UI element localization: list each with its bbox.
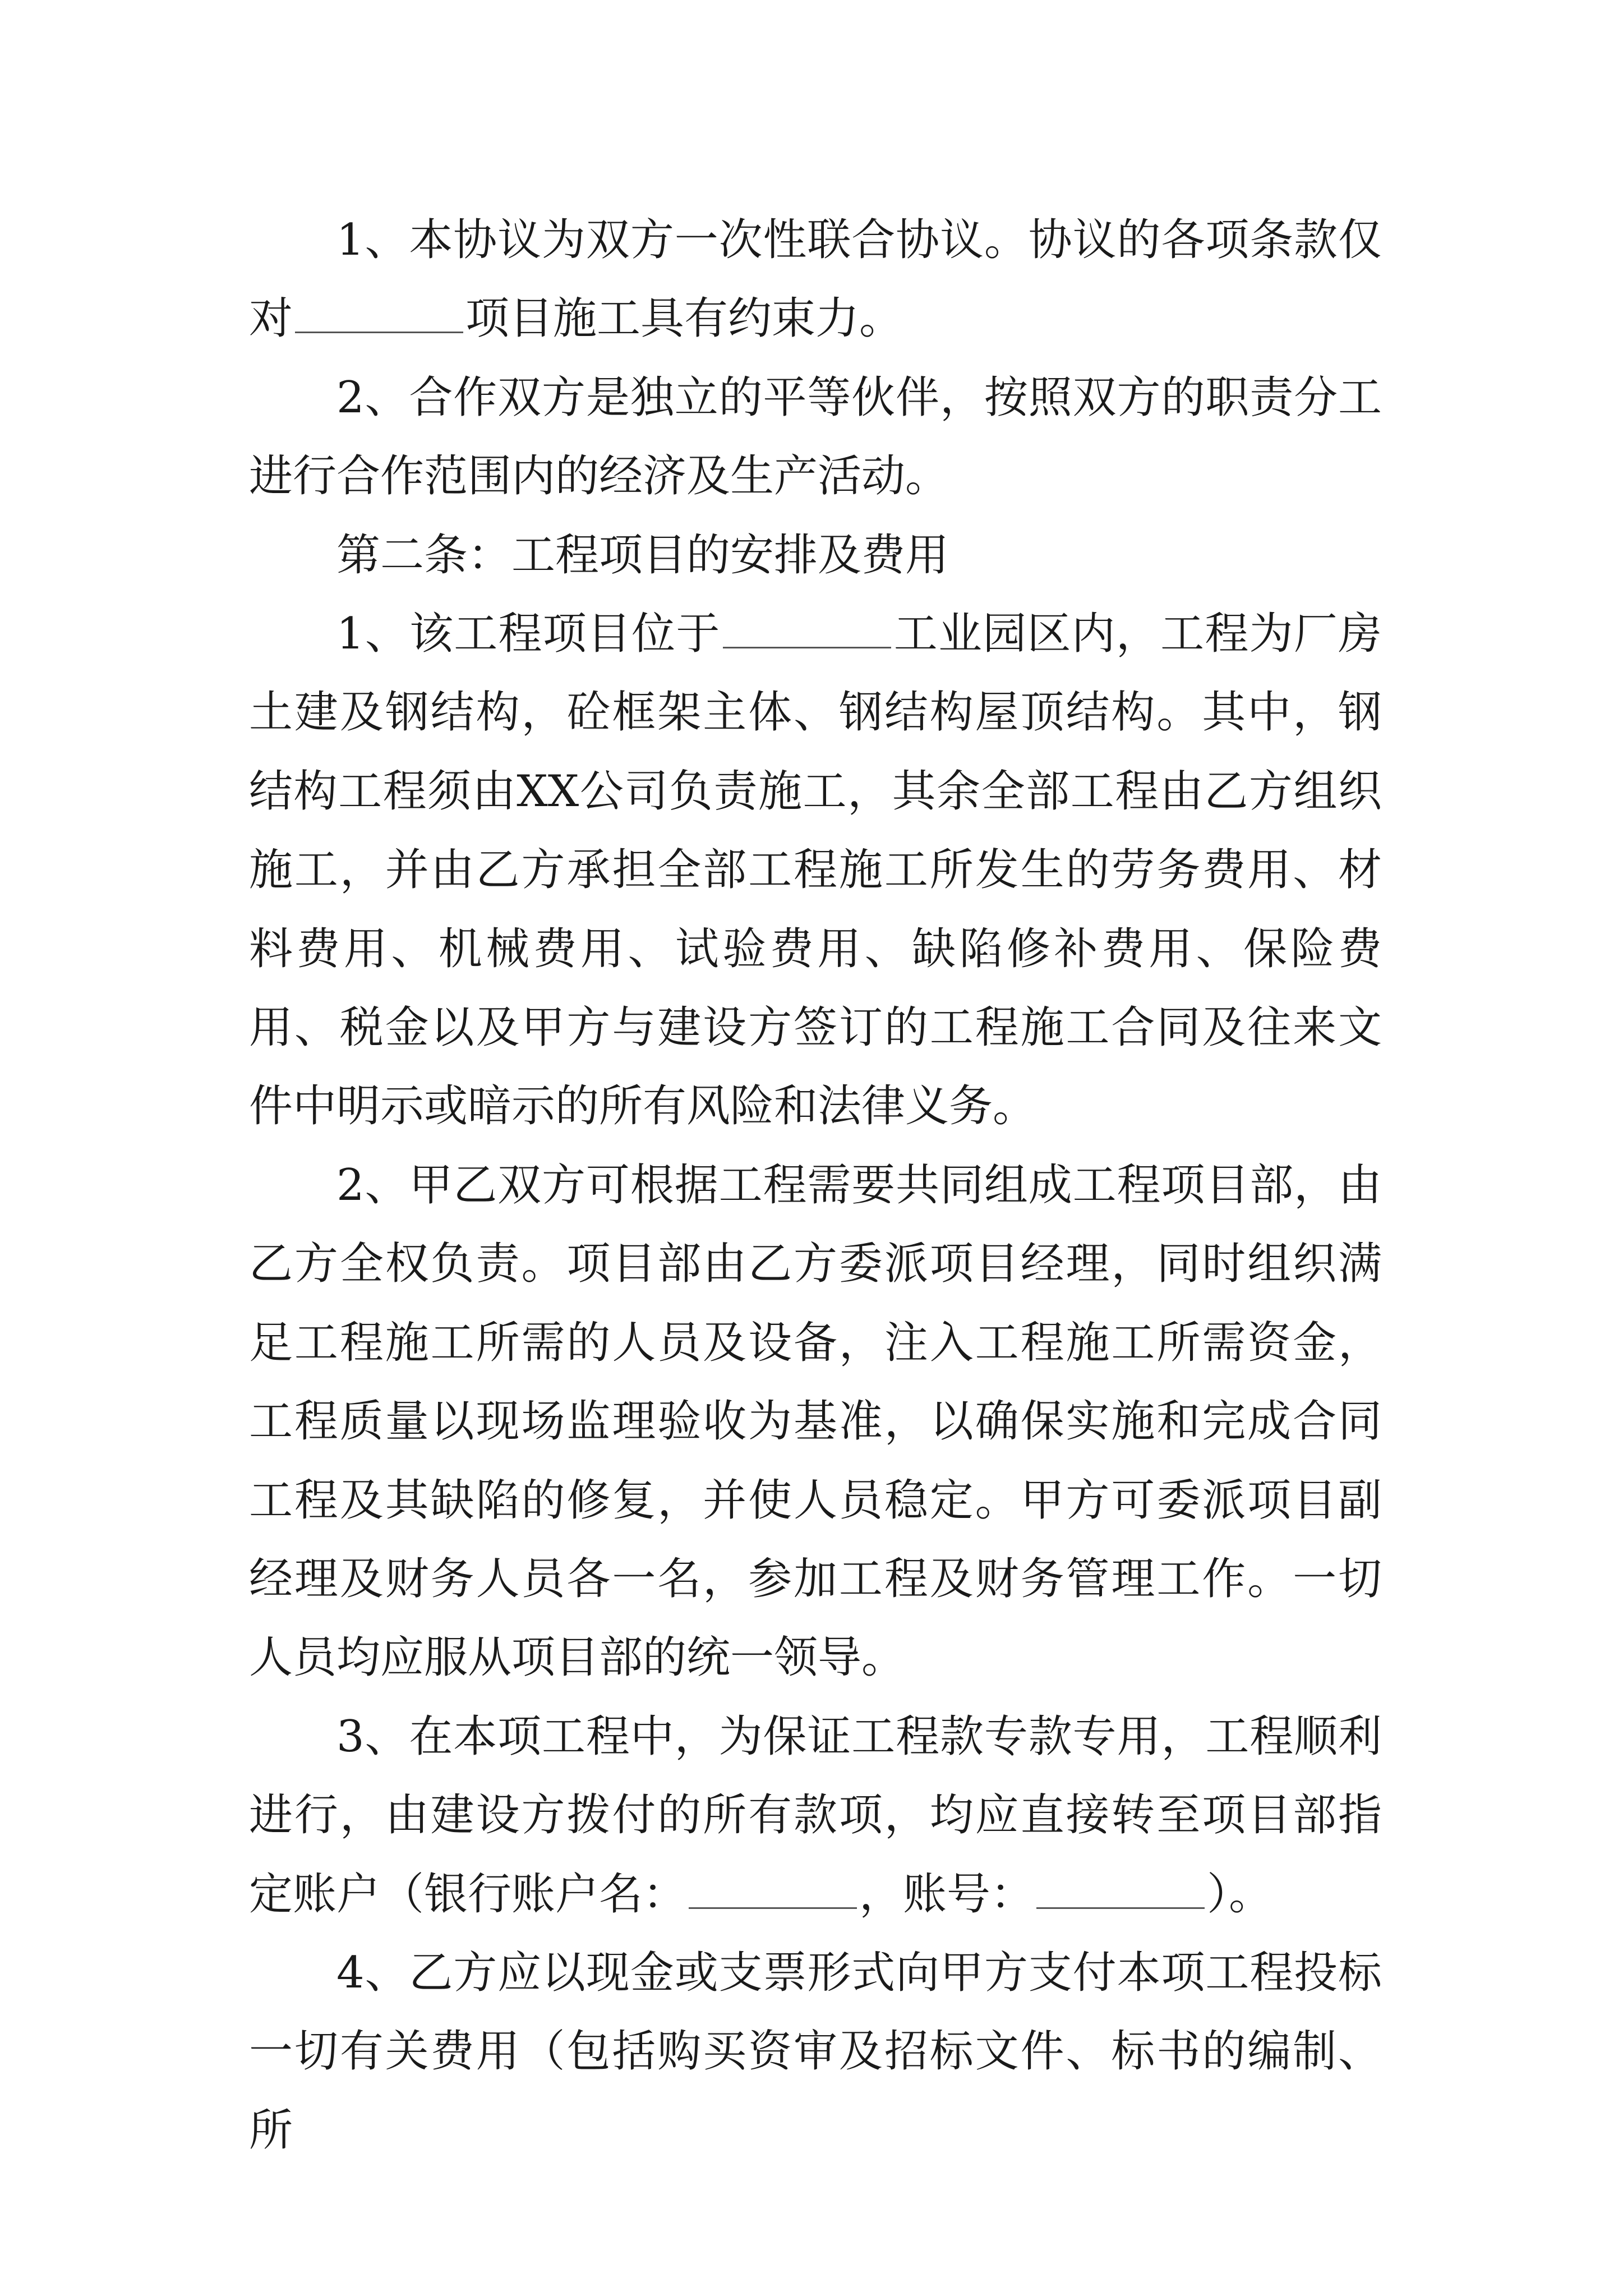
- article-2-item-4-paragraph: 4、乙方应以现金或支票形式向甲方支付本项工程投标一切有关费用（包括购买资审及招标文件、标书的编制、所: [249, 1947, 1382, 2156]
- article-2-item-1-paragraph: [249, 595, 1382, 1146]
- article-2-item-2-paragraph: 2、甲乙双方可根据工程需要共同组成工程项目部，由乙方全权负责。项目部由乙方委派项目经理，同时组织满足工程施工所需的人员及设备，注入工程施工所需资金，工程质量以现场监理验收为基准，以确保实施和完成合同工程及其缺陷的修复，并使人员稳定。甲方可委派项目副经理及财务人员各一名，参加工程及财务管理工作。一切人员均应服从项目部的统一领导。: [249, 1159, 1382, 1683]
- clause-1-text-after: 项目施工具有约束力。: [465, 293, 903, 344]
- clause-1-paragraph: [249, 201, 1382, 358]
- article-2-heading: 第二条：工程项目的安排及费用: [336, 530, 949, 581]
- account-name-blank: [689, 1865, 857, 1908]
- document-body: [249, 201, 1382, 2170]
- article-2-item-3-text-middle: ，账号：: [859, 1869, 1035, 1920]
- article-2-item-3-text-after: ）。: [1207, 1869, 1273, 1920]
- article-2-item-1-text-before: 1、该工程项目位于: [336, 609, 721, 660]
- account-number-blank: [1036, 1865, 1205, 1908]
- article-2-item-3-text-before: 3、在本项工程中，为保证工程款专款专用，工程顺利进行，由建设方拨付的所有款项，均应直接转至项目部指定账户（银行账户名：: [249, 1711, 1382, 1920]
- article-2-item-1-text-after: 工业园区内，工程为厂房土建及钢结构，砼框架主体、钢结构屋顶结构。其中，钢结构工程须由XX公司负责施工，其余全部工程由乙方组织施工，并由乙方承担全部工程施工所发生的劳务费用、材料费用、机械费用、试验费用、缺陷修补费用、保险费用、税金以及甲方与建设方签订的工程施工合同及往来文件中明示或暗示的所有风险和法律义务。: [249, 609, 1382, 1132]
- article-2-item-3-paragraph: [249, 1697, 1382, 1934]
- project-name-blank: [295, 290, 463, 333]
- location-blank: [723, 605, 891, 648]
- clause-1-text-before: 1、本协议为双方一次性联合协议。协议的各项条款仅对: [249, 215, 1382, 344]
- clause-2-paragraph: 2、合作双方是独立的平等伙伴，按照双方的职责分工进行合作范围内的经济及生产活动。: [249, 372, 1382, 502]
